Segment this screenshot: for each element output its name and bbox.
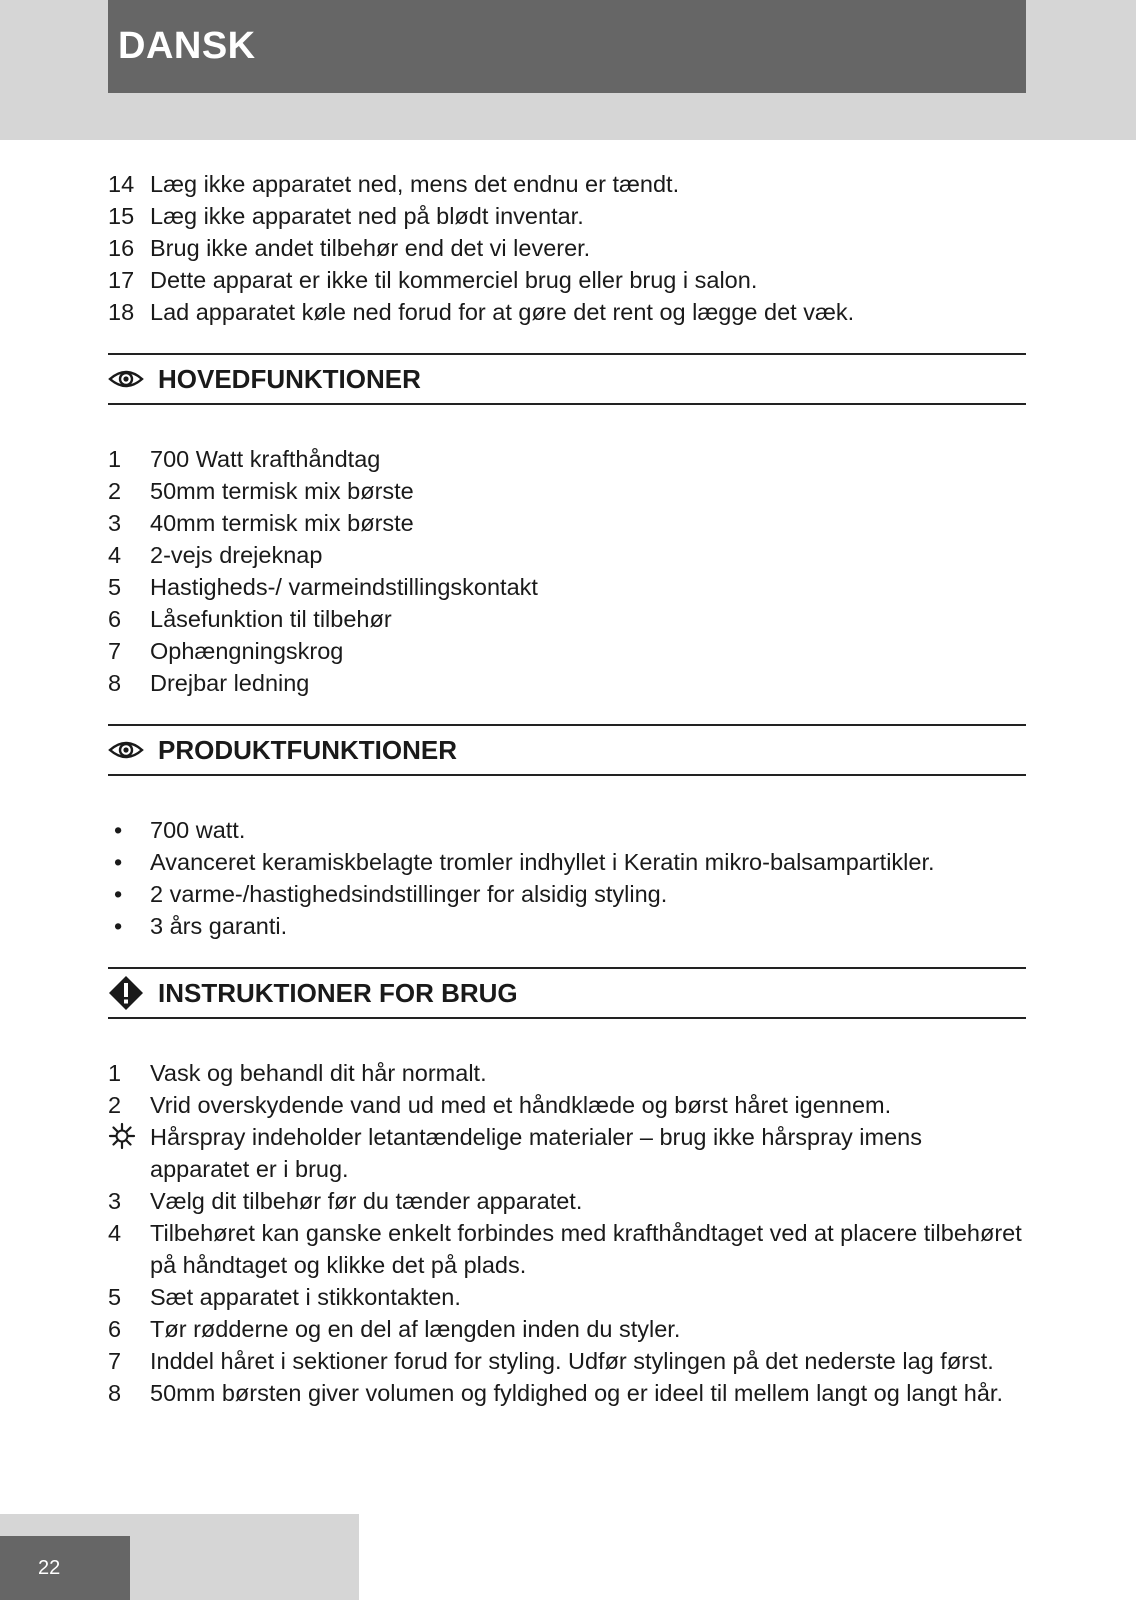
section-header-instruktioner bbox=[108, 967, 1026, 1019]
page-number-box bbox=[0, 1536, 130, 1600]
list-item: 1 Vask og behandl dit hår normalt. bbox=[108, 1060, 487, 1086]
list-item: 17 Dette apparat er ikke til kommerciel brug eller brug i salon. bbox=[108, 267, 758, 293]
page-content bbox=[108, 168, 1026, 1409]
warning-item: Hårspray indeholder letantændelige materialer – brug ikke hårspray imens apparatet er i brug. bbox=[108, 1121, 1026, 1185]
flammable-star-icon bbox=[108, 1122, 136, 1150]
bullet: • bbox=[114, 913, 123, 939]
language-label: DANSK bbox=[118, 25, 256, 67]
list-item: • 3 års garanti. bbox=[108, 910, 1026, 942]
intro-list bbox=[108, 168, 1026, 328]
list-item: • Avanceret keramiskbelagte tromler indhyllet i Keratin mikro-balsampartikler. bbox=[108, 846, 1026, 878]
list-item: 6 Tør rødderne og en del af længden inden du styler. bbox=[108, 1316, 681, 1342]
list-item: • 700 watt. bbox=[108, 814, 1026, 846]
list-item: 2 50mm termisk mix børste bbox=[108, 478, 414, 504]
bullet: • bbox=[114, 881, 123, 907]
bullet: • bbox=[114, 817, 123, 843]
list-item: 2 Vrid overskydende vand ud med et håndklæde og børst håret igennem. bbox=[108, 1092, 892, 1118]
bullet: • bbox=[114, 849, 123, 875]
eye-icon bbox=[108, 739, 144, 761]
list-item: 14 Læg ikke apparatet ned, mens det endnu er tændt. bbox=[108, 171, 680, 197]
list-item: 7 Inddel håret i sektioner forud for styling. Udfør stylingen på det nederste lag først. bbox=[108, 1348, 994, 1374]
section-title: PRODUKTFUNKTIONER bbox=[158, 734, 457, 765]
main-features-list bbox=[108, 443, 1026, 699]
eye-icon bbox=[108, 368, 144, 390]
list-item: 4 2-vejs drejeknap bbox=[108, 542, 323, 568]
instructions-list bbox=[108, 1057, 1026, 1409]
list-item: 7 Ophængningskrog bbox=[108, 638, 344, 664]
list-item: 3 Vælg dit tilbehør før du tænder apparatet. bbox=[108, 1188, 583, 1214]
product-features-list bbox=[108, 814, 1026, 942]
list-item: 15 Læg ikke apparatet ned på blødt inventar. bbox=[108, 203, 584, 229]
list-item: 18 Lad apparatet køle ned forud for at gøre det rent og lægge det væk. bbox=[108, 299, 855, 325]
list-item: • 2 varme-/hastighedsindstillinger for alsidig styling. bbox=[108, 878, 1026, 910]
list-item: 16 Brug ikke andet tilbehør end det vi leverer. bbox=[108, 235, 591, 261]
list-item: 3 40mm termisk mix børste bbox=[108, 510, 414, 536]
list-item: 5 Sæt apparatet i stikkontakten. bbox=[108, 1284, 461, 1310]
list-item: 5 Hastigheds-/ varmeindstillingskontakt bbox=[108, 574, 538, 600]
list-item: 1 700 Watt krafthåndtag bbox=[108, 446, 381, 472]
list-item: 8 Drejbar ledning bbox=[108, 670, 310, 696]
section-title: HOVEDFUNKTIONER bbox=[158, 363, 421, 394]
warning-diamond-icon bbox=[108, 975, 144, 1011]
list-item: 6 Låsefunktion til tilbehør bbox=[108, 606, 392, 632]
list-item: 4 Tilbehøret kan ganske enkelt forbindes med krafthåndtaget ved at placere tilbehøret på håndtaget og klikke det på plads. bbox=[108, 1220, 1022, 1278]
page-number: 22 bbox=[38, 1556, 61, 1579]
section-header-hovedfunktioner bbox=[108, 353, 1026, 405]
language-header bbox=[108, 0, 1026, 93]
section-title: INSTRUKTIONER FOR BRUG bbox=[158, 977, 518, 1008]
list-item: 8 50mm børsten giver volumen og fyldighed og er ideel til mellem langt og langt hår. bbox=[108, 1380, 1003, 1406]
section-header-produktfunktioner bbox=[108, 724, 1026, 776]
